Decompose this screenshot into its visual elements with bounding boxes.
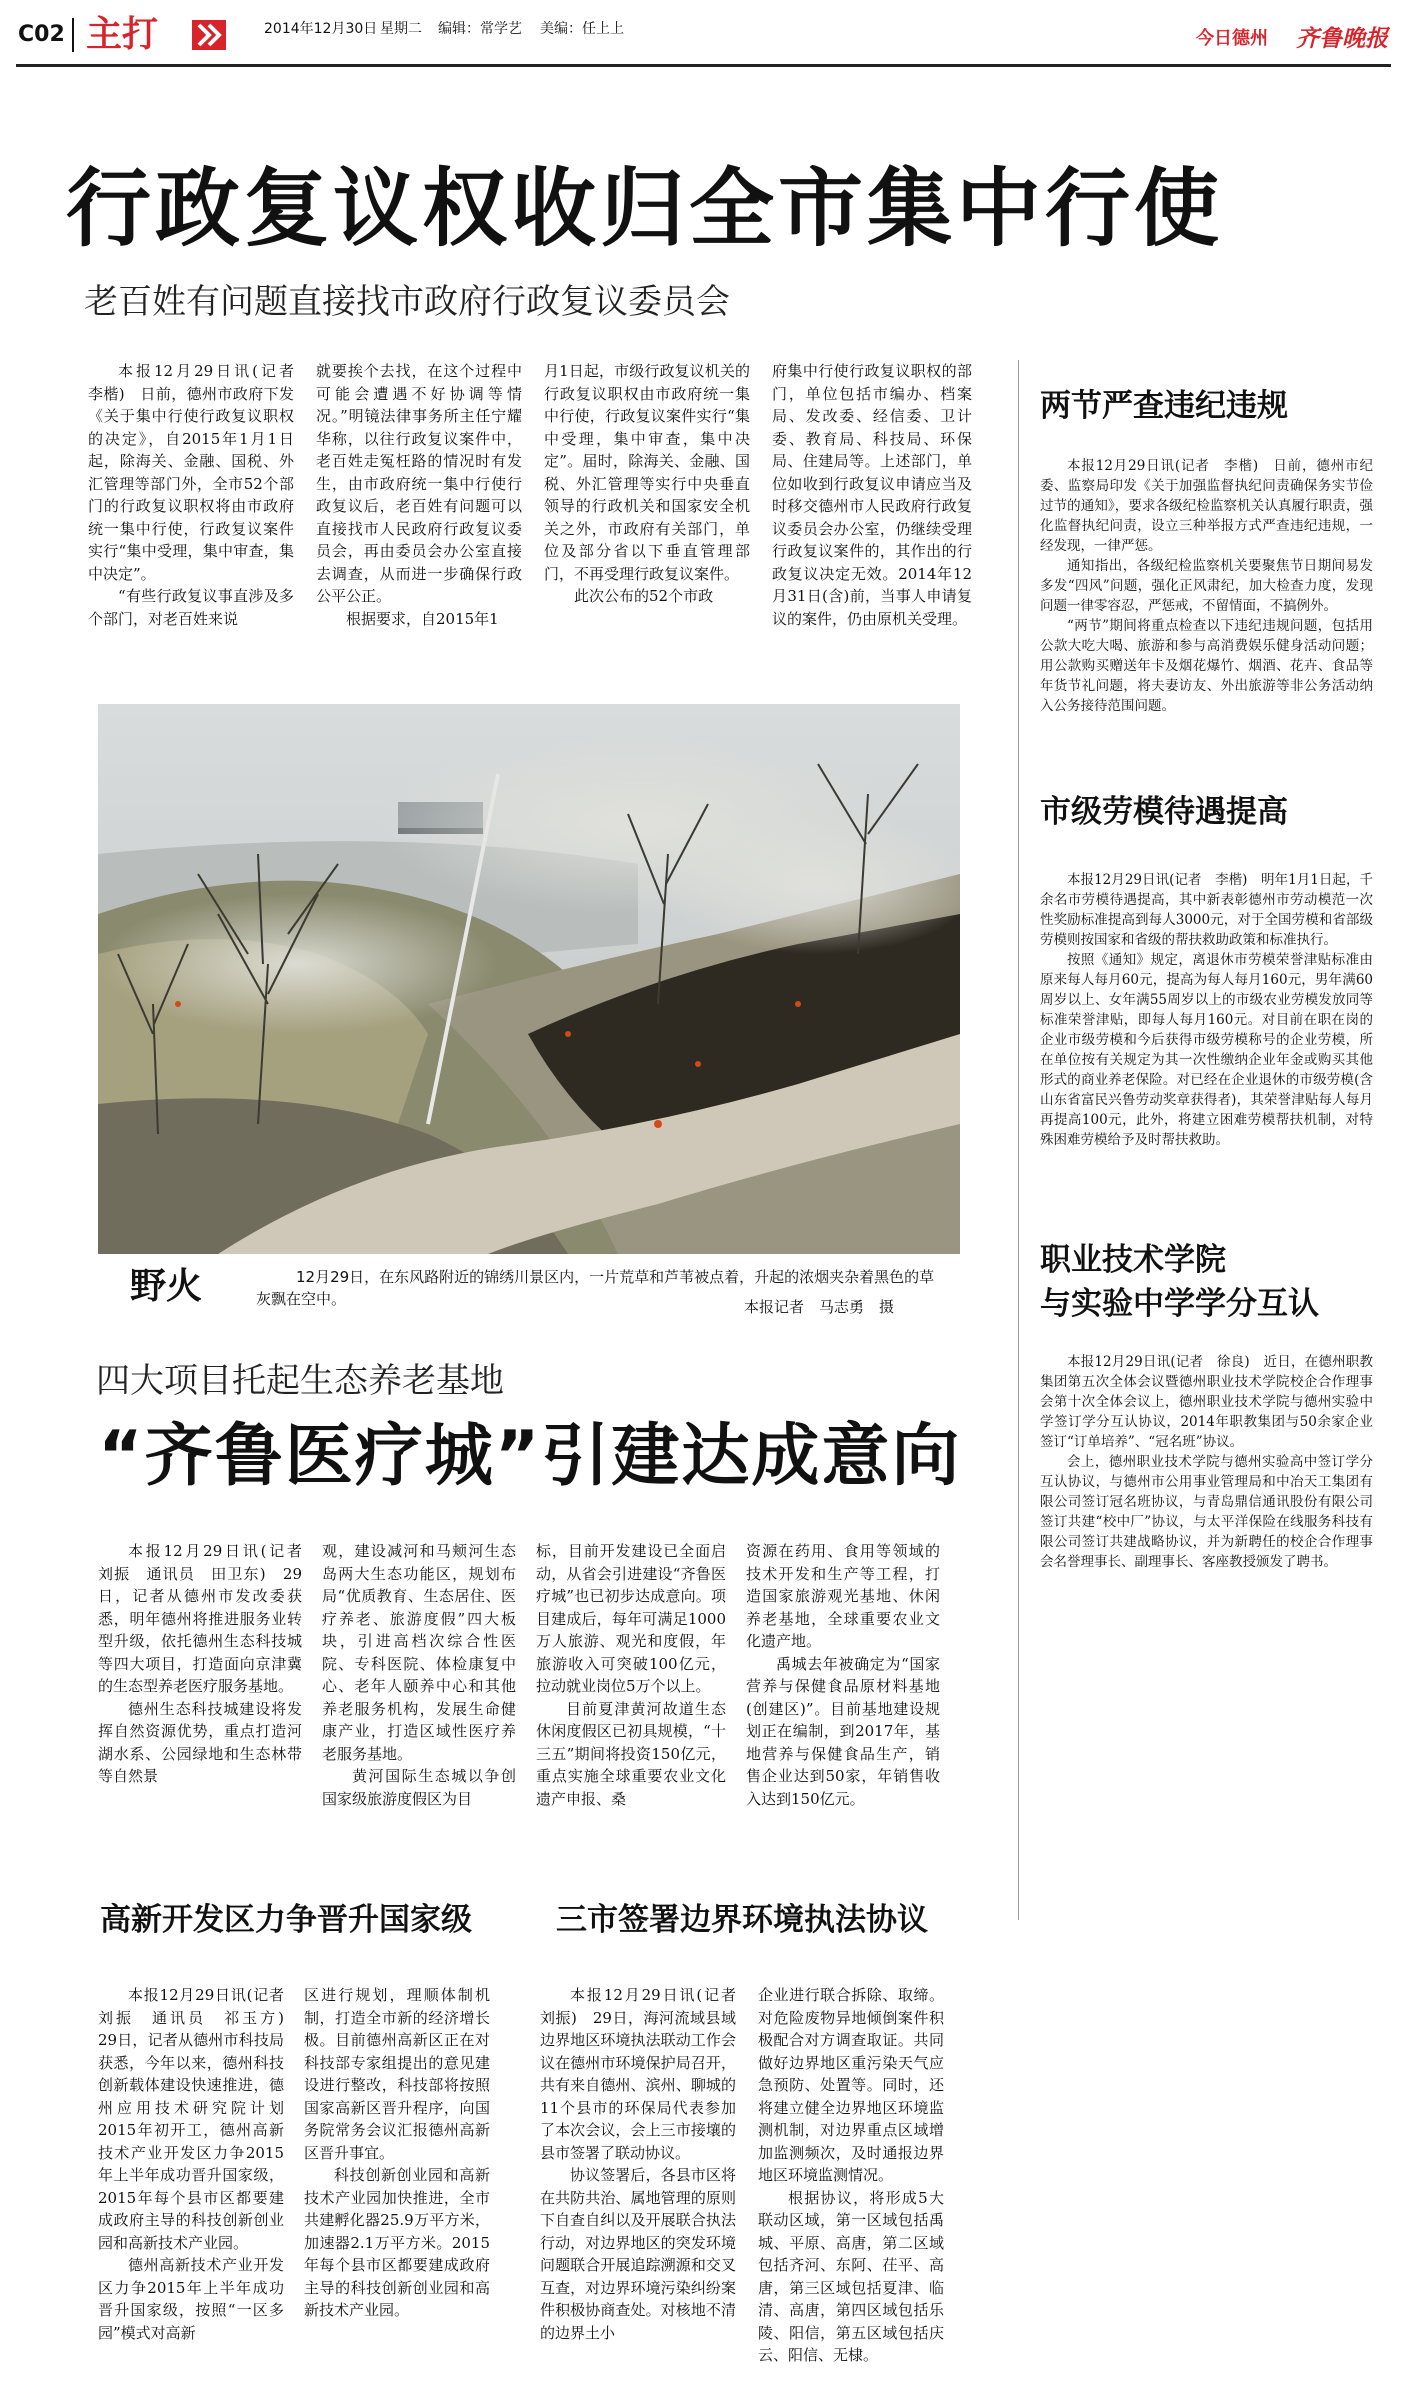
sidebar-divider (1018, 360, 1019, 1920)
story4-column-2 (758, 1984, 944, 2367)
paragraph: 就要挨个去找，在这个过程中可能会遭遇不好协调等情况。”明镜法律事务所主任宁耀华称，以往行政复议案件中，老百姓走冤枉路的情况时有发生，由市政府统一集中行使行政复议后，老百姓有问题可以直接找市人民政府行政复议委员会，再由委员会办公室直接去调查，从而进一步确保行政公平公正。 (316, 362, 522, 605)
story2-column-1 (98, 1540, 318, 1788)
paragraph: 德州高新技术产业开发区力争2015年上半年成功晋升国家级，按照“一区多园”模式对高新 (98, 2256, 284, 2342)
paragraph: 禹城去年被确定为“国家营养与保健食品原材料基地(创建区)”。目前基地建设规划正在编制，到2017年，基地营养与保健食品生产，销售企业达到50家，年销售收入达到150亿元。 (746, 1654, 940, 1808)
photo-tag: 野火 (130, 1266, 203, 1307)
paragraph: 本报12月29日讯(记者 刘振 通讯员 田卫东) 29日，记者从德州市发改委获悉，明年德州将推进服务业转型升级，依托德州生态科技城等四大项目，打造面向京津冀的生态型养老医疗服务基地。 (98, 1542, 318, 1695)
lead-column-2 (316, 360, 522, 630)
side2-body (1040, 870, 1373, 1150)
lead-column-4 (772, 360, 972, 630)
paragraph: 此次公布的52个市政 (574, 587, 714, 605)
paragraph: 本报12月29日讯(记者 李楷) 明年1月1日起，千余名市劳模待遇提高，其中新表彰德州市劳动模范一次性奖励标准提高到每人3000元，对于全国劳模和省部级劳模则按国家和省级的帮扶救助政策和标准执行。 (1040, 872, 1373, 948)
side1-body (1040, 456, 1373, 716)
paragraph: “有些行政复议事直涉及多个部门，对老百姓来说 (88, 587, 294, 628)
edition-name: 今日德州 (1196, 28, 1268, 49)
paragraph: 会上，德州职业技术学院与德州实验高中签订学分互认协议，与德州市公用事业管理局和中冶天工集团有限公司签订冠名班协议，与青岛鼎信通讯股份有限公司签订共建“校中厂”协议，与太平洋保险在线服务科技有限公司签订共建战略协议，并为新聘任的校企合作理事会名誉理事长、副理事长、客座教授颁发了聘书。 (1040, 1454, 1373, 1570)
paragraph: 区进行规划，理顺体制机制，打造全市新的经济增长极。目前德州高新区正在对科技部专家组提出的意见建设进行整改，科技部将按照国家高新区晋升程序，向国务院常务会议汇报德州高新区晋升事宜。 (304, 1986, 490, 2162)
page-number: C02 (18, 22, 65, 47)
paragraph: 资源在药用、食用等领域的技术开发和生产等工程，打造国家旅游观光基地、休闲养老基地，全球重要农业文化遗产地。 (746, 1542, 940, 1650)
paragraph: 月1日起，市级行政复议机关的行政复议职权由市政府统一集中行使，行政复议案件实行“集中受理，集中审查，集中决定”。届时，除海关、金融、国税、外汇管理等实行中央垂直领导的行政机关和国家安全机关之外，市政府有关部门，单位及部分省以下垂直管理部门，不再受理行政复议案件。 (544, 362, 750, 583)
issue-weekday: 星期二 (380, 21, 422, 37)
paragraph: 本报12月29日讯(记者 李楷) 日前，德州市纪委、监察局印发《关于加强监督执纪问责确保务实节俭过节的通知》，要求各级纪检监察机关认真履行职责，强化监督执纪问责，设立三种举报方式严查违纪违规，一经发现，一律严惩。 (1040, 458, 1373, 554)
section-name: 主打 (86, 14, 159, 55)
paragraph: 通知指出，各级纪检监察机关要聚焦节日期间易发多发“四风”问题，强化正风肃纪，加大检查力度，发现问题一律零容忍，严惩戒，不留情面，不搞例外。 (1040, 558, 1373, 614)
paragraph: “两节”期间将重点检查以下违纪违规问题，包括用公款大吃大喝、旅游和参与高消费娱乐健身活动问题；用公款购买赠送年卡及烟花爆竹、烟酒、花卉、食品等年货节礼问题，将夫妻访友、外出旅游等非公务活动纳入公务接待范围问题。 (1040, 618, 1373, 714)
paragraph: 本报12月29日讯(记者 李楷) 日前，德州市政府下发《关于集中行使行政复议职权的决定》，自2015年1月1日起，除海关、金融、国税、外汇管理等部门外，全市52个部门的行政复议职权将由市政府统一集中行使，行政复议案件实行“集中受理，集中审查，集中决定”。 (88, 362, 310, 583)
paper-name: 齐鲁晚报 (1296, 25, 1388, 52)
side3-headline-line2: 与实验中学学分互认 (1040, 1286, 1319, 1322)
paragraph: 目前夏津黄河故道生态休闲度假区已初具规模，“十三五”期间将投资150亿元，重点实施全球重要农业文化遗产申报、桑 (536, 1699, 726, 1808)
story2-column-2 (322, 1540, 516, 1810)
story3-headline: 高新开发区力争晋升国家级 (100, 1902, 472, 1938)
paragraph: 府集中行使行政复议职权的部门，单位包括市编办、档案局、发改委、经信委、卫计委、教育局、科技局、环保局、住建局等。上述部门，单位如收到行政复议申请应当及时移交德州市人民政府行政复议委员会办公室，仍继续受理行政复议案件的，其作出的行政复议决定无效。2014年12月31日(含)前，当事人申请复议的案件，仍由原机关受理。 (772, 362, 972, 628)
paragraph: 本报12月29日讯(记者 徐良) 近日，在德州职教集团第五次全体会议暨德州职业技术学院校企合作理事会第十次全体会议上，德州职业技术学院与德州实验中学签订学分互认协议，2014年职教集团与50余家企业签订“订单培养”、“冠名班”协议。 (1040, 1354, 1373, 1450)
story4-headline: 三市签署边界环境执法协议 (556, 1902, 928, 1938)
side2-headline: 市级劳模待遇提高 (1040, 794, 1288, 830)
story2-kicker: 四大项目托起生态养老基地 (96, 1361, 504, 1401)
paragraph: 德州生态科技城建设将发挥自然资源优势，重点打造河湖水系、公园绿地和生态林带等自然景 (98, 1699, 302, 1785)
paragraph: 根据协议，将形成5大联动区域，第一区域包括禹城、平原、高唐，第二区域包括齐河、东阿、茌平、高唐，第三区域包括夏津、临清、高唐，第四区域包括乐陵、阳信，第五区域包括庆云、阳信、无棣。 (758, 2188, 944, 2364)
side3-headline-line1: 职业技术学院 (1040, 1242, 1226, 1278)
wildfire-photo (98, 704, 960, 1254)
section-chevron-icon (192, 20, 226, 50)
paragraph: 按照《通知》规定，离退休市劳模荣誉津贴标准由原来每人每月60元，提高为每人每月160元，男年满60周岁以上、女年满55周岁以上的市级农业劳模发放同等标准荣誉津贴，即每人每月160元。对目前在职在岗的企业市级劳模和今后获得市级劳模称号的企业劳模，所在单位按有关规定为其一次性缴纳企业年金或购买其他形式的商业养老保险。对已经在企业退休的市级劳模(含山东省富民兴鲁劳动奖章获得者)，其荣誉津贴每人每月再提高100元，此外，将建立困难劳模帮扶机制，对特殊困难劳模给予及时帮扶救助。 (1040, 952, 1373, 1148)
paragraph: 黄河国际生态城以争创国家级旅游度假区为目 (322, 1767, 516, 1808)
paragraph: 本报12月29日讯(记者 刘振) 29日，海河流域县域边界地区环境执法联动工作会议在德州市环境保护局召开，共有来自德州、滨州、聊城的11个县市的环保局代表参加了本次会议，会上三市接壤的县市签署了联动协议。 (540, 1986, 752, 2162)
photo-credit: 本报记者 马志勇 摄 (744, 1298, 895, 1316)
story2-column-3 (536, 1540, 726, 1810)
page-number-divider (72, 18, 74, 52)
paragraph: 企业进行联合拆除、取缔。对危险废物异地倾倒案件积极配合对方调查取证。共同做好边界地区重污染天气应急预防、处置等。同时，还将建立健全边界地区环境监测机制，对边界重点区域增加监测频次，及时通报边界地区环境监测情况。 (758, 1986, 944, 2184)
paragraph: 标，目前开发建设已全面启动，从省会引进建设“齐鲁医疗城”也已初步达成意向。项目建成后，每年可满足1000万人旅游、观光和度假，年旅游收入可突破100亿元，拉动就业岗位5万个以上。 (536, 1542, 726, 1695)
lead-headline: 行政复议权收归全市集中行使 (66, 160, 1224, 259)
lead-column-3 (544, 360, 750, 608)
story3-column-1 (98, 1984, 300, 2344)
editor-credit: 编辑：常学艺 (438, 21, 522, 37)
masthead-rule (16, 64, 1391, 67)
paragraph: 本报12月29日讯(记者 刘振 通讯员 祁玉方) 29日，记者从德州市科技局获悉，今年以来，德州科技创新载体建设快速推进，德州应用技术研究院计划2015年初开工，德州高新技术产业开发区力争2015年上半年成功晋升国家级，2015年每个县市区都要建成政府主导的科技创新创业园和高新技术产业园。 (98, 1986, 300, 2252)
side3-body (1040, 1352, 1373, 1572)
caption-text: 12月29日，在东风路附近的锦绣川景区内，一片荒草和芦苇被点着，升起的浓烟夹杂着黑色的草灰飘在空中。 (256, 1268, 935, 1308)
paragraph: 科技创新创业园和高新技术产业园加快推进，全市共建孵化器25.9万平方米，加速器2.1万平方米。2015年每个县市区都要建成政府主导的科技创新创业园和高新技术产业园。 (304, 2166, 490, 2319)
story2-headline: “齐鲁医疗城”引建达成意向 (98, 1417, 962, 1496)
paragraph: 协议签署后，各县市区将在共防共治、属地管理的原则下自查自纠以及开展联合执法行动，对边界地区的突发环境问题联合开展追踪溯源和交叉互查，对边界环境污染纠纷案件积极协商查处。对核地不清的边界土小 (540, 2166, 736, 2342)
story2-column-4 (746, 1540, 940, 1810)
side1-headline: 两节严查违纪违规 (1040, 388, 1288, 424)
issue-date: 2014年12月30日 (264, 21, 378, 37)
designer-credit: 美编：任上上 (540, 21, 624, 37)
story3-column-2 (304, 1984, 490, 2322)
story4-column-1 (540, 1984, 752, 2344)
lead-subhead: 老百姓有问题直接找市政府行政复议委员会 (84, 282, 730, 322)
paragraph: 观，建设减河和马颊河生态岛两大生态功能区，规划布局“优质教育、生态居住、医疗养老、旅游度假”四大板块，引进高档次综合性医院、专科医院、体检康复中心、老年人颐养中心和其他养老服务机构，发展生命健康产业，打造区域性医疗养老服务基地。 (322, 1542, 516, 1763)
lead-column-1 (88, 360, 310, 630)
paragraph: 根据要求，自2015年1 (346, 609, 499, 628)
